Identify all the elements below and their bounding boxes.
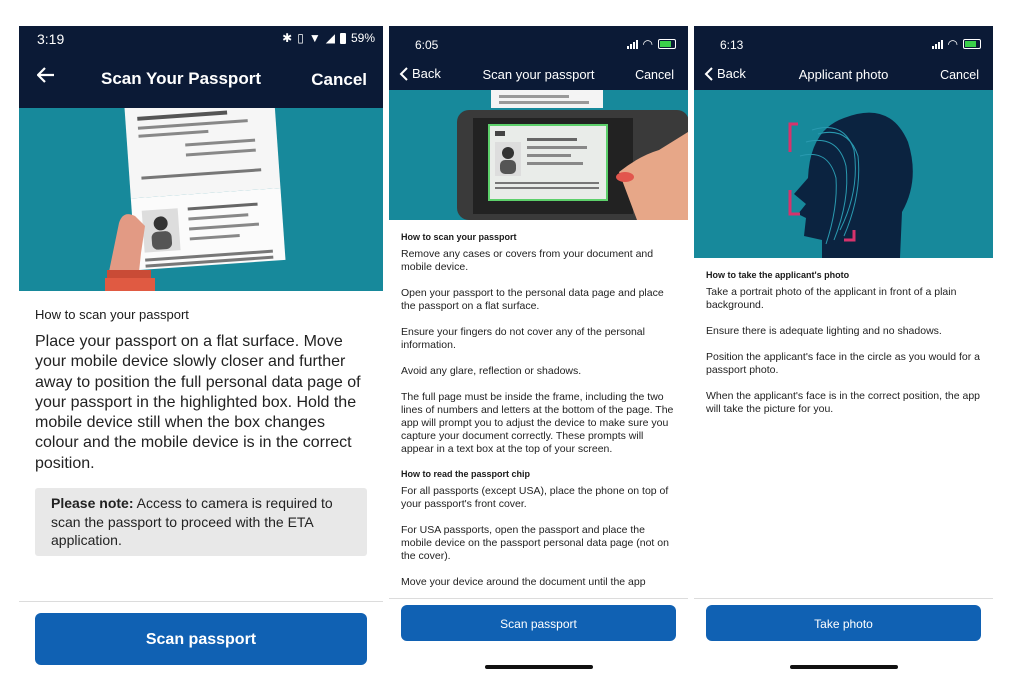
instructions [389,220,688,598]
instructions-heading: How to scan your passport [35,307,189,322]
instructions [694,258,993,429]
wifi-icon: ◠ [642,37,653,51]
status-icons [932,37,981,51]
battery-icon [340,33,346,44]
instructions-body: Place your passport on a flat surface. Move your mobile device slowly closer and further away to position the full personal data page of your passport in the highlighted box. Hold the mobile device still when the box changes colour and the mobile device is in the correct position. [35,333,361,472]
instruction-paragraph: For USA passports, open the passport and place the mobile device on the passport personal data page (not on the cover). [401,524,669,562]
screen-scan-passport-android [19,26,383,671]
instruction-paragraph: Take a portrait photo of the applicant in front of a plain background. [706,286,957,311]
instructions [19,291,383,556]
cancel-button[interactable]: Cancel [635,68,674,82]
battery-icon [658,39,676,49]
vibrate-icon: ▯ [297,31,304,45]
wifi-icon: ▼ [308,31,321,45]
note-label: Please note: [51,495,134,512]
instruction-paragraph: When the applicant's face is in the correct position, the app will take the picture for you. [706,390,980,415]
nav-bar [19,52,383,108]
signal-icon: ◢ [325,31,335,45]
bluetooth-icon: ✱ [282,31,293,45]
bottom-bar [19,601,383,671]
signal-icon [932,39,943,49]
chip-heading: How to read the passport chip [401,469,531,479]
bottom-bar [694,598,993,676]
passport-tablet-illustration [389,90,688,220]
home-indicator[interactable] [485,665,593,669]
page-title: Scan your passport [482,67,595,82]
status-time: 6:05 [415,38,439,52]
instruction-paragraph: For all passports (except USA), place the phone on top of your passport's front cover. [401,485,669,510]
back-label: Back [717,66,746,81]
passport-illustration [19,108,383,291]
instruction-paragraph: Remove any cases or covers from your document and mobile device. [401,248,654,273]
take-photo-button[interactable]: Take photo [706,605,981,641]
screen-scan-passport-ios [389,26,688,676]
instruction-paragraph: The full page must be inside the frame, including the two lines of numbers and letters at the bottom of the page. The app will prompt you to adjust the device to make sure you capture your document correctly. These prompts will appear in a text box at the top of your screen. [401,391,674,455]
status-time: 3:19 [37,31,65,47]
cancel-button[interactable]: Cancel [940,68,979,82]
status-time: 6:13 [720,38,744,52]
nav-bar [694,60,993,90]
instruction-paragraph: Avoid any glare, reflection or shadows. [401,365,582,377]
nav-bar [389,60,688,90]
battery-icon [963,39,981,49]
status-bar [694,26,993,60]
instructions-heading: How to take the applicant's photo [706,270,850,280]
page-title: Applicant photo [798,67,889,82]
status-icons [627,37,676,51]
instructions-heading: How to scan your passport [401,232,517,242]
screen-applicant-photo [694,26,993,676]
instruction-paragraph: Position the applicant's face in the circle as you would for a passport photo. [706,351,980,376]
instruction-paragraph: Ensure your fingers do not cover any of the personal information. [401,326,645,351]
signal-icon [627,39,638,49]
status-bar [19,26,383,52]
home-indicator[interactable] [790,665,898,669]
instruction-paragraph: Ensure there is adequate lighting and no shadows. [706,325,942,337]
status-icons [282,31,375,45]
instruction-paragraph: Move your device around the document until the app [401,576,646,588]
bottom-bar [389,598,688,676]
wifi-icon: ◠ [947,37,958,51]
instruction-paragraph: Open your passport to the personal data page and place the passport on a flat surface. [401,287,664,312]
scan-passport-button[interactable]: Scan passport [35,613,367,665]
face-scan-illustration [694,90,993,258]
page-title: Scan Your Passport [101,69,261,88]
status-bar [389,26,688,60]
battery-percent: 59% [350,31,375,45]
note-text: Access to camera is required to scan the passport to proceed with the ETA application. [51,495,333,549]
scan-passport-button[interactable]: Scan passport [401,605,676,641]
back-label: Back [412,66,441,81]
camera-note [35,488,367,556]
cancel-button[interactable]: Cancel [311,70,367,89]
